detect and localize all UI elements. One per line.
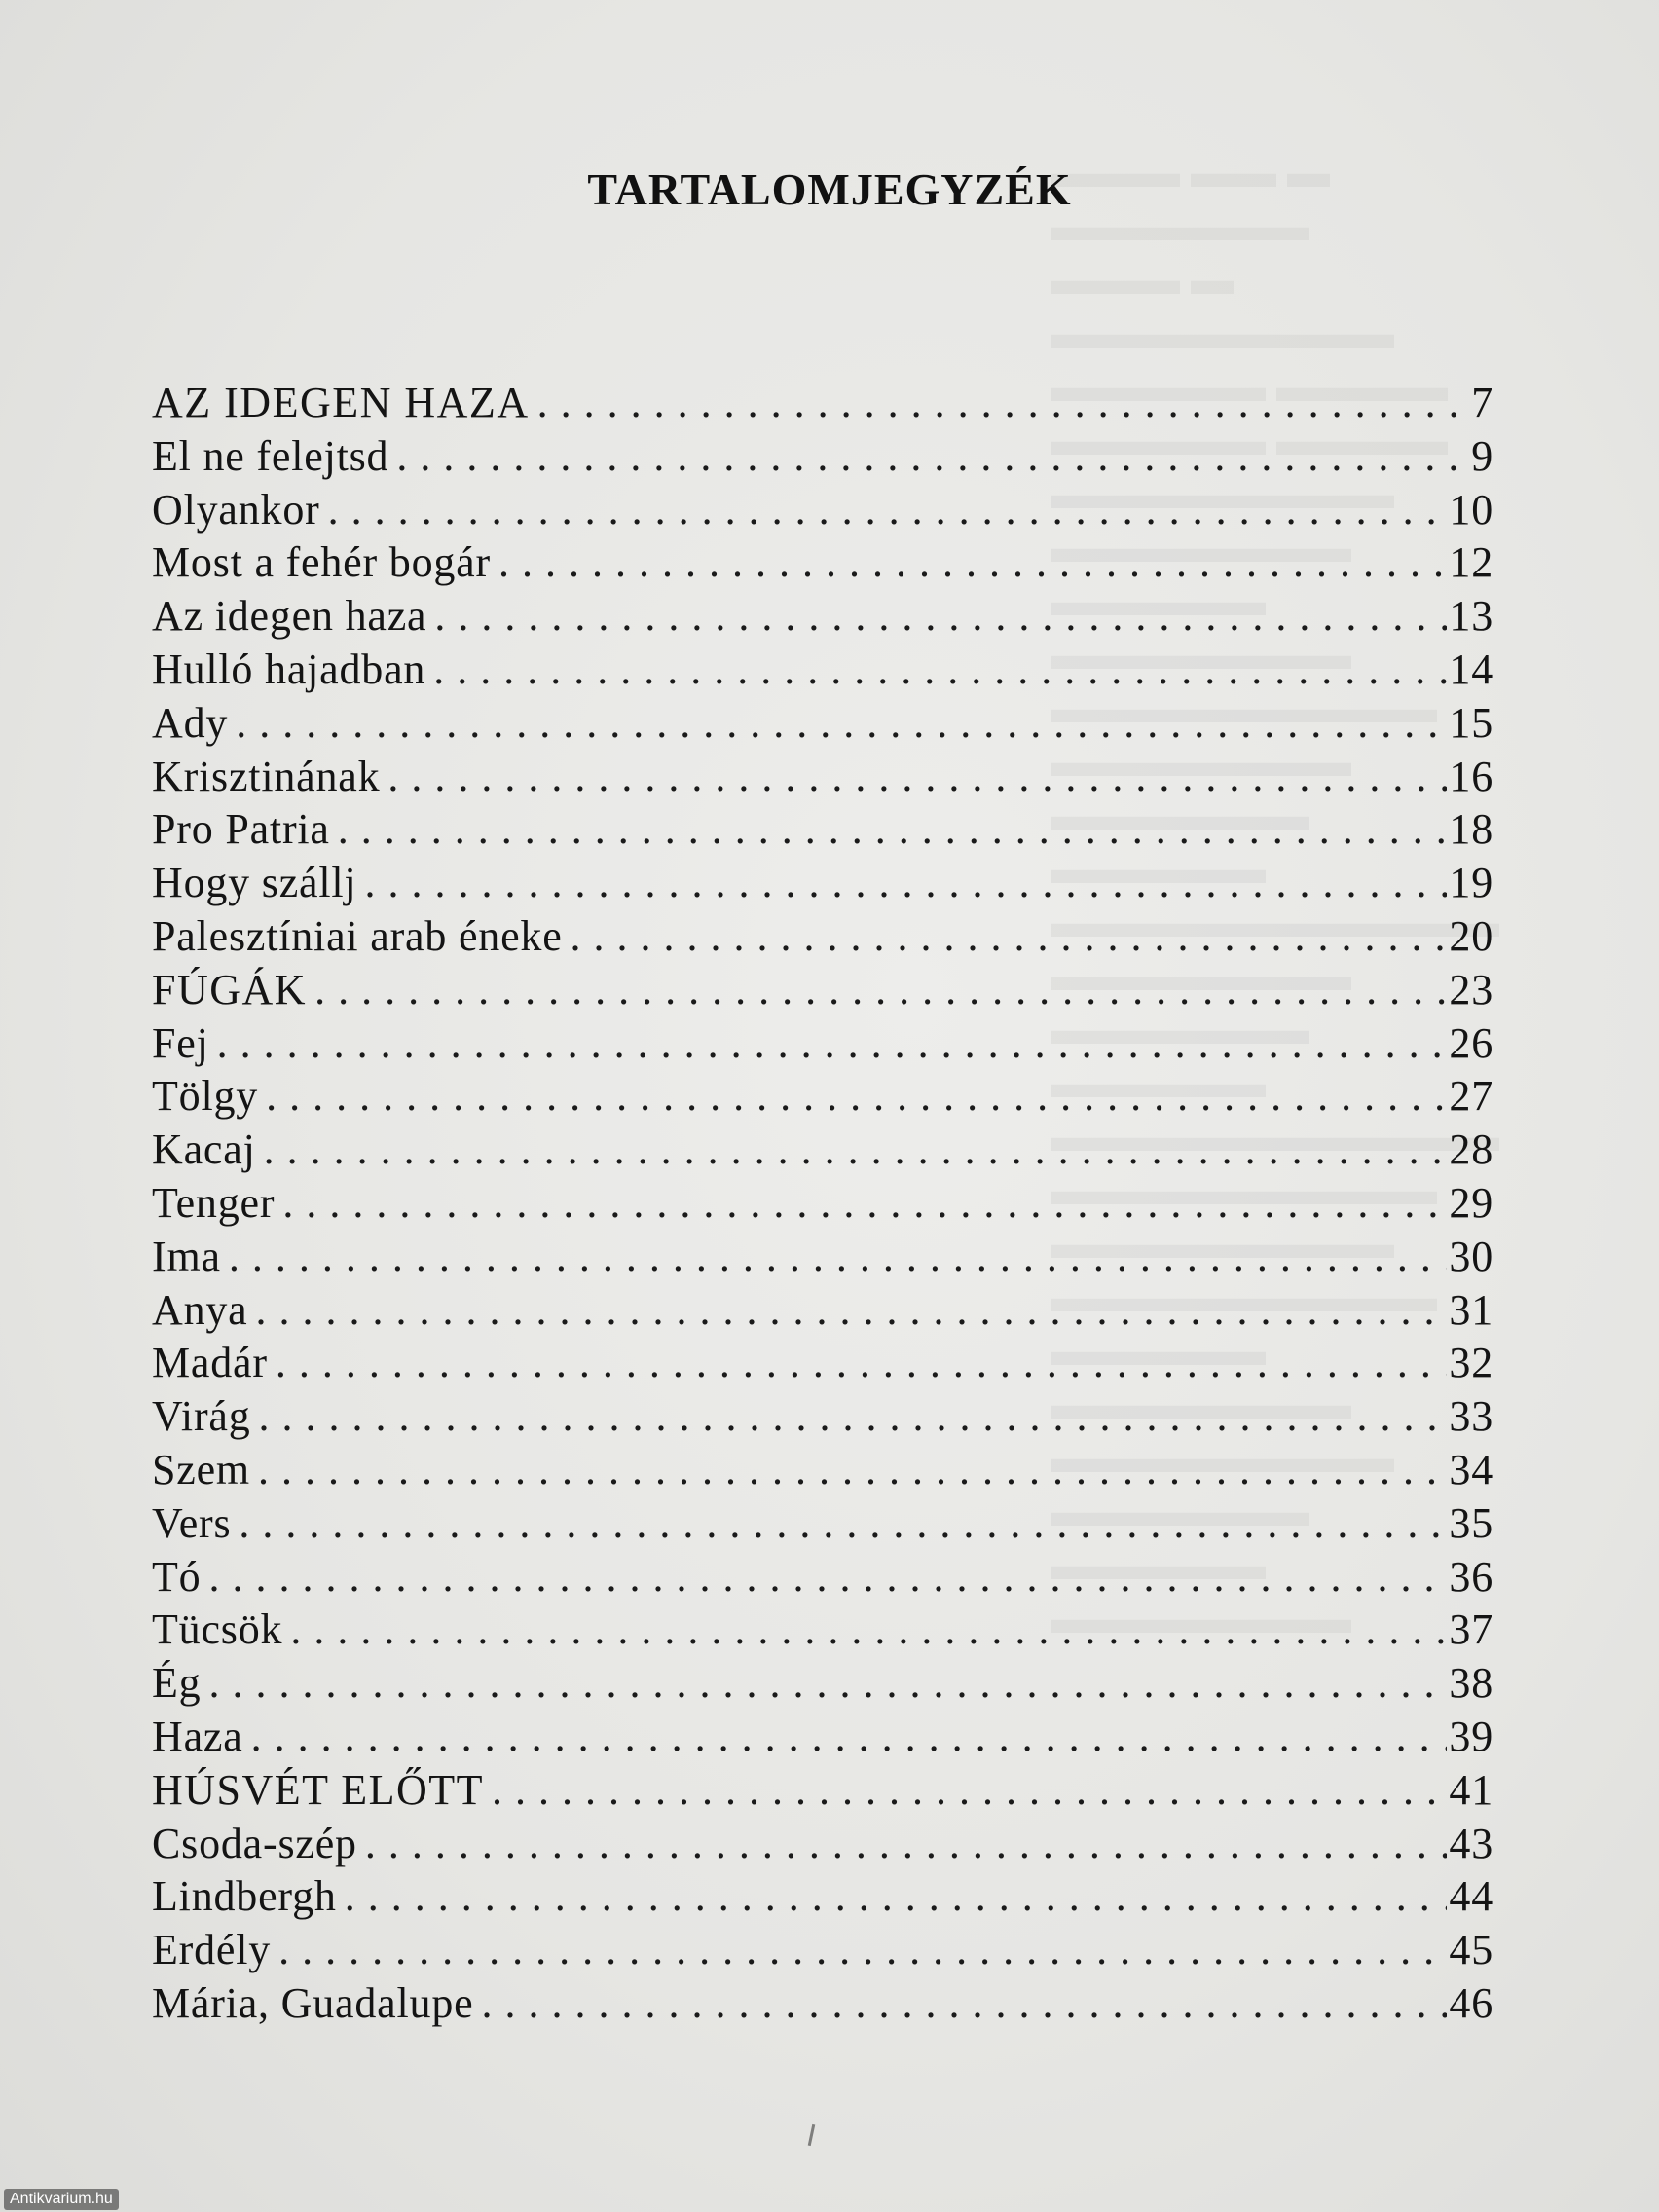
toc-entry: [152, 1498, 1493, 1552]
toc-entry-page-number: 7: [1471, 379, 1493, 426]
dot-leader: [266, 1071, 1447, 1121]
toc-entry-page-number: 36: [1449, 1552, 1493, 1601]
toc-entry-title: Lindbergh: [152, 1872, 337, 1921]
dot-leader: [236, 698, 1447, 748]
toc-entry-page-number: 44: [1449, 1872, 1493, 1921]
toc-entry-title: FÚGÁK: [152, 965, 308, 1014]
dot-leader: [434, 591, 1447, 641]
toc-entry-title: HÚSVÉT ELŐTT: [152, 1765, 485, 1814]
toc-entry-title: Hulló hajadban: [152, 645, 426, 693]
toc-entry-title: Virág: [152, 1392, 251, 1441]
toc-entry-page-number: 29: [1449, 1178, 1493, 1227]
toc-entry: [152, 1285, 1493, 1339]
toc-entry-page-number: 39: [1449, 1712, 1493, 1760]
toc-entry-title: Tölgy: [152, 1072, 259, 1121]
toc-entry-title: AZ IDEGEN HAZA: [152, 379, 530, 426]
toc-entry-title: Erdély: [152, 1926, 272, 1974]
toc-entry-title: Pro Patria: [152, 805, 330, 854]
toc-entry-title: Vers: [152, 1498, 232, 1547]
dot-leader: [259, 1391, 1448, 1441]
toc-entry-page-number: 43: [1449, 1819, 1493, 1867]
dot-leader: [258, 1445, 1447, 1494]
ink-mark: [808, 2124, 816, 2146]
toc-entry-page-number: 38: [1449, 1659, 1493, 1708]
toc-entry-page-number: 27: [1449, 1072, 1493, 1121]
toc-entry-title: Krisztinának: [152, 752, 381, 800]
dot-leader: [276, 1338, 1448, 1387]
dot-leader: [345, 1871, 1448, 1921]
toc-entry: [152, 1018, 1493, 1072]
toc-entry: [152, 537, 1493, 591]
dot-leader: [290, 1604, 1447, 1654]
toc-entry-title: Tó: [152, 1552, 202, 1601]
toc-entry: [152, 1871, 1493, 1925]
toc-entry: [152, 1178, 1493, 1232]
toc-entry-page-number: 18: [1449, 805, 1493, 854]
toc-entry: [152, 804, 1493, 858]
toc-entry: [152, 858, 1493, 911]
dot-leader: [208, 1552, 1447, 1602]
toc-entry-title: Az idegen haza: [152, 592, 427, 641]
toc-entry-title: Tücsök: [152, 1605, 283, 1654]
dot-leader: [282, 1178, 1447, 1228]
dot-leader: [364, 858, 1447, 907]
dot-leader: [387, 752, 1447, 801]
toc-entry: [152, 1552, 1493, 1605]
dot-leader: [537, 378, 1470, 427]
toc-entry-title: Anya: [152, 1285, 248, 1334]
table-of-contents: [152, 378, 1493, 2032]
dot-leader: [365, 1819, 1448, 1868]
toc-entry-page-number: 32: [1449, 1339, 1493, 1387]
toc-entry: [152, 1604, 1493, 1658]
dot-leader: [571, 911, 1448, 961]
dot-leader: [498, 537, 1447, 587]
toc-entry-page-number: 14: [1449, 645, 1493, 693]
toc-entry: [152, 1819, 1493, 1872]
toc-entry-title: Tenger: [152, 1178, 276, 1227]
toc-entry-page-number: 23: [1449, 965, 1493, 1014]
dot-leader: [217, 1018, 1448, 1068]
dot-leader: [492, 1765, 1447, 1815]
toc-entry: [152, 591, 1493, 645]
toc-entry-title: Ég: [152, 1659, 202, 1708]
toc-entry-title: Palesztíniai arab éneke: [152, 911, 563, 960]
toc-entry: [152, 1712, 1493, 1765]
toc-entry-title: Kacaj: [152, 1125, 256, 1174]
toc-entry: [152, 752, 1493, 805]
toc-entry-title: Hogy szállj: [152, 859, 357, 907]
toc-entry-page-number: 9: [1471, 431, 1493, 480]
dot-leader: [256, 1285, 1448, 1335]
toc-entry: [152, 1391, 1493, 1445]
toc-entry: [152, 645, 1493, 698]
dot-leader: [328, 485, 1448, 535]
toc-entry-page-number: 12: [1449, 538, 1493, 587]
dot-leader: [314, 965, 1447, 1014]
toc-entry: [152, 431, 1493, 485]
toc-entry-page-number: 19: [1449, 859, 1493, 907]
toc-entry-page-number: 15: [1449, 698, 1493, 747]
toc-entry-title: Haza: [152, 1712, 243, 1760]
toc-entry-page-number: 30: [1449, 1232, 1493, 1280]
dot-leader: [229, 1232, 1448, 1281]
dot-leader: [396, 431, 1469, 481]
toc-entry: [152, 1071, 1493, 1124]
toc-entry-page-number: 28: [1449, 1125, 1493, 1174]
toc-entry: [152, 1925, 1493, 1978]
toc-entry-page-number: 33: [1449, 1392, 1493, 1441]
watermark: Antikvarium.hu: [4, 2189, 119, 2210]
dot-leader: [278, 1925, 1447, 1974]
toc-entry-title: Olyankor: [152, 485, 320, 534]
dot-leader: [239, 1498, 1447, 1548]
toc-section-heading: [152, 965, 1493, 1018]
dot-leader: [481, 1978, 1447, 2028]
toc-entry: [152, 1338, 1493, 1391]
toc-section-heading: [152, 1765, 1493, 1819]
toc-entry: [152, 698, 1493, 752]
toc-entry: [152, 1232, 1493, 1285]
dot-leader: [264, 1124, 1448, 1174]
toc-entry-title: Csoda-szép: [152, 1819, 357, 1867]
toc-entry-title: Fej: [152, 1018, 209, 1067]
toc-entry: [152, 1658, 1493, 1712]
dot-leader: [208, 1658, 1447, 1708]
toc-entry-page-number: 37: [1449, 1605, 1493, 1654]
toc-entry-title: Mária, Guadalupe: [152, 1978, 474, 2027]
toc-entry-page-number: 20: [1449, 911, 1493, 960]
toc-entry: [152, 1124, 1493, 1178]
toc-entry: [152, 1445, 1493, 1498]
toc-section-heading: [152, 378, 1493, 431]
dot-leader: [338, 804, 1448, 854]
toc-entry-page-number: 46: [1449, 1978, 1493, 2027]
toc-entry: [152, 485, 1493, 538]
toc-entry-title: Ima: [152, 1232, 221, 1280]
toc-entry-title: El ne felejtsd: [152, 431, 389, 480]
toc-entry-page-number: 31: [1449, 1285, 1493, 1334]
toc-entry-page-number: 26: [1449, 1018, 1493, 1067]
dot-leader: [251, 1712, 1448, 1761]
toc-entry-title: Szem: [152, 1445, 250, 1493]
toc-entry-title: Madár: [152, 1339, 268, 1387]
toc-entry-page-number: 10: [1449, 485, 1493, 534]
dot-leader: [433, 645, 1447, 694]
toc-entry-page-number: 16: [1449, 752, 1493, 800]
toc-entry-page-number: 45: [1449, 1926, 1493, 1974]
toc-entry: [152, 911, 1493, 965]
toc-entry-page-number: 34: [1449, 1445, 1493, 1493]
toc-entry: [152, 1978, 1493, 2032]
toc-entry-page-number: 13: [1449, 592, 1493, 641]
toc-entry-page-number: 35: [1449, 1498, 1493, 1547]
toc-entry-title: Most a fehér bogár: [152, 538, 491, 587]
page-title: TARTALOMJEGYZÉK: [587, 165, 1072, 214]
toc-entry-title: Ady: [152, 698, 229, 747]
toc-entry-page-number: 41: [1449, 1765, 1493, 1814]
